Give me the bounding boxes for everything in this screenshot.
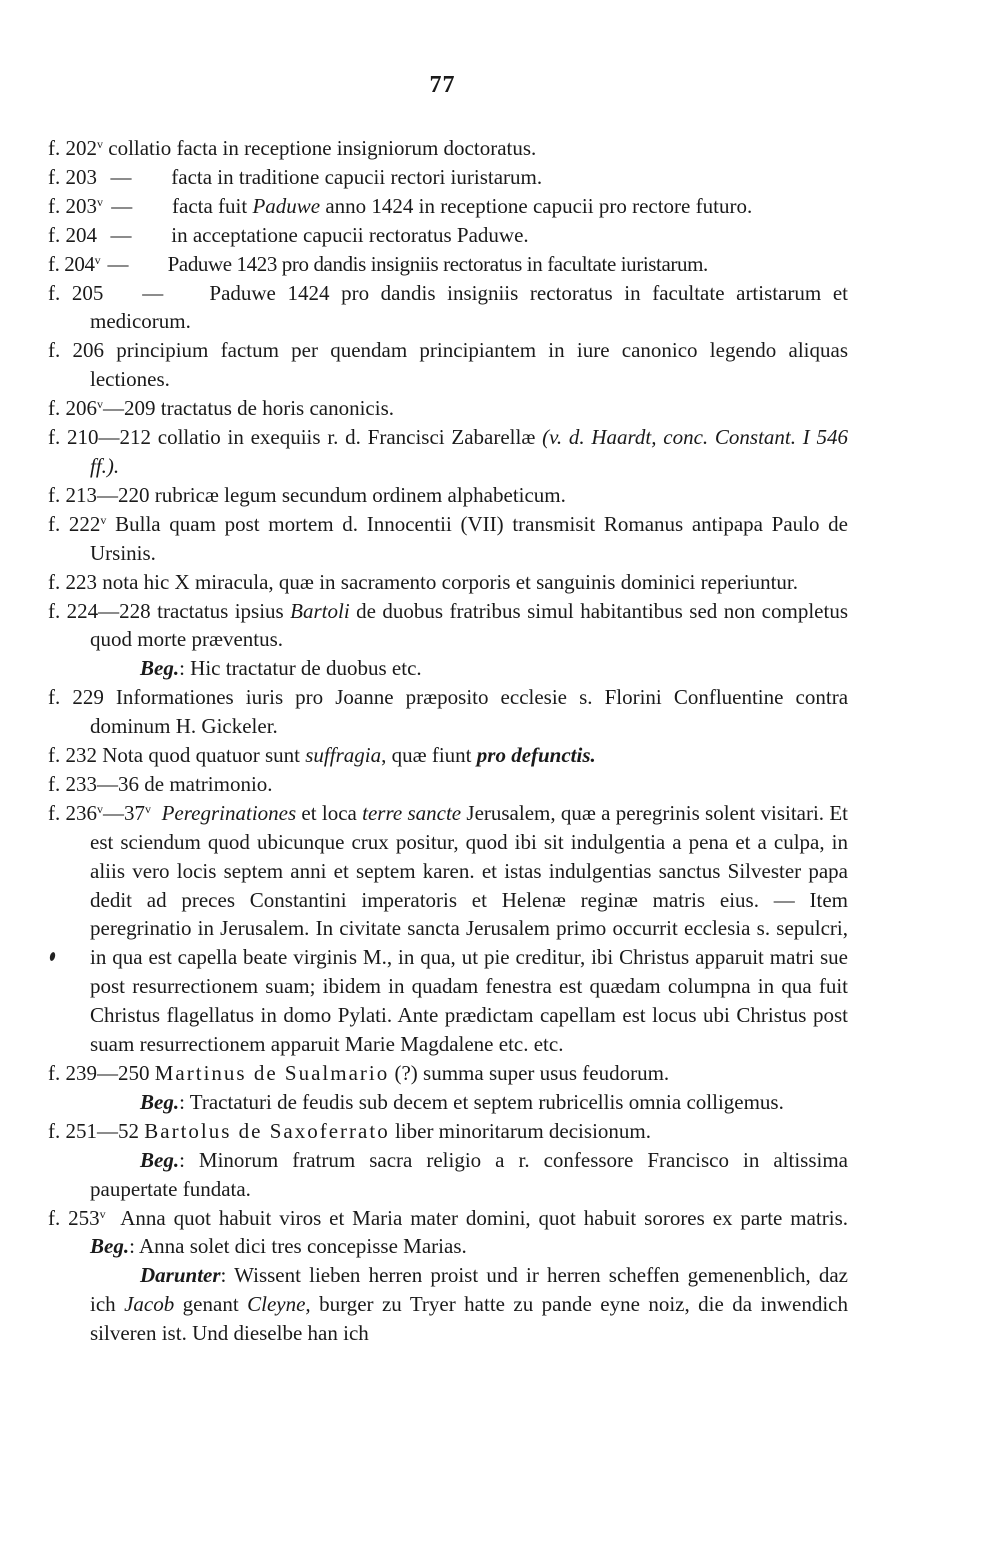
entry-text: Peregrinationes et loca terre sancte Jerusalem, quæ a peregrinis solent visitari. Et est sciendum quod ubicunque crux positur, quod ibi sit indulgentia a pena et a culpa, in aliis vero locis septem anni et septem karen. et istas indulgentias sanctus Silvester papa dedit ad preces Constantini imperatoris et Helenæ reginæ matris eius. — Item peregrinatio in Jerusalem. In civitate sancta Jerusalem primo occurrit ecclesia s. sepulcri, in qua est capella beate virginis M., in qua, ut pie creditur, ibi Christus apparuit matri sue post resurrectionem suam; ibidem in quadam fenestra est quædam columpna in qua fuit Christus flagellatus in domo Pylati. Ante prædictam capellam est locus ubi Christus post suam resurrectionem apparuit Marie Magdalene etc. etc.	[90, 800, 849, 1057]
page-number: 77	[429, 72, 456, 98]
entry-text: tractatus ipsius Bartoli de duobus fratribus simul habitantibus sed non completus quod morte præventus.	[90, 598, 848, 652]
beg-label: Beg.	[140, 1147, 180, 1172]
beg-label: Beg.	[140, 656, 180, 681]
folio-ref: f. 202$^v$	[48, 136, 103, 160]
ditto-dash: —	[107, 251, 129, 276]
catalogue-entry	[48, 221, 848, 250]
catalogue-entry	[48, 481, 848, 510]
ditto-dash: —	[110, 222, 132, 247]
folio-ref: f. 232	[48, 743, 97, 768]
beg-label: Beg.	[90, 1234, 130, 1259]
author-name: Bartolus de Saxoferrato	[144, 1118, 390, 1143]
folio-ref: f. 203	[48, 164, 97, 189]
beg-label: Beg.	[140, 1089, 180, 1114]
catalogue-entry	[48, 250, 848, 279]
entry-text: Bulla quam post mortem d. Innocentii (VII) transmisit Romanus antipapa Paulo de Ursinis.	[90, 511, 848, 565]
catalogue-entry	[48, 134, 848, 163]
entry-text: Anna quot habuit viros et Maria mater domini, quot habuit sorores ex parte matris. Beg.: Anna solet dici tres concepisse Marias.	[90, 1205, 849, 1259]
folio-ref: f. 213—220	[48, 482, 150, 507]
catalogue-entry	[48, 510, 848, 568]
catalogue-entry	[48, 683, 848, 741]
entry-text: Informationes iuris pro Joanne præposito ecclesie s. Florini Confluentine contra dominum H. Gickeler.	[90, 685, 849, 739]
entry-text: rubricæ legum secundum ordinem alphabeticum.	[154, 482, 566, 507]
catalogue-entry	[48, 741, 848, 770]
catalogue-entry	[48, 1059, 848, 1088]
folio-ref: f. 203$^v$	[48, 193, 103, 218]
incipit: Beg.: Hic tractatur de duobus etc.	[140, 656, 422, 681]
ditto-dash: —	[110, 164, 132, 189]
entry-text: Martinus de Sualmario (?) summa super usus feudorum.	[154, 1061, 670, 1085]
catalogue-entry	[48, 279, 848, 337]
entry-text: facta fuit Paduwe anno 1424 in receptione capucii pro rectore futuro.	[172, 193, 753, 218]
entry-text: principium factum per quendam principiantem in iure canonico legendo aliquas lectiones.	[90, 338, 848, 392]
folio-ref: f. 236$^v$—37$^v$	[48, 800, 152, 825]
ditto-dash: —	[142, 280, 164, 305]
catalogue-entry	[48, 192, 848, 221]
entry-text: Paduwe 1424 pro dandis insigniis rectoratus in facultate artistarum et medicorum.	[90, 280, 849, 334]
catalogue-entry	[48, 1204, 848, 1262]
darunter-note: Darunter: Wissent lieben herren proist und ir herren scheffen gemenenblich, daz ich Jacob genant Cleyne, burger zu Tryer hatte zu pande eyne noiz, die da inwendich silveren ist. Und dieselbe han ich	[90, 1263, 848, 1346]
catalogue-entry	[48, 394, 848, 423]
catalogue-entry	[48, 1117, 848, 1146]
folio-ref: f. 204	[48, 222, 97, 247]
folio-ref: f. 253$^v$	[48, 1205, 106, 1230]
entry-text: facta in traditione capucii rectori iuristarum.	[171, 164, 543, 189]
darunter-label: Darunter	[140, 1263, 221, 1288]
catalogue-entry	[48, 799, 848, 1059]
folio-ref: f. 224—228	[48, 598, 151, 623]
folio-ref: f. 251—52	[48, 1118, 139, 1143]
catalogue-entry	[48, 163, 848, 192]
catalogue-entry	[48, 336, 848, 394]
folio-ref: f. 210—212	[48, 425, 151, 450]
folio-ref: f. 204$^v$	[48, 251, 101, 276]
entry-text: de matrimonio.	[144, 771, 273, 796]
entry-text: Bartolus de Saxoferrato liber minoritarum decisionum.	[144, 1118, 651, 1143]
folio-ref: f. 229	[48, 685, 104, 710]
ditto-dash: —	[111, 193, 133, 218]
entry-text: collatio in exequiis r. d. Francisci Zabarellæ (v. d. Haardt, conc. Constant. I 546 ff.).	[90, 425, 849, 478]
folio-ref: f. 222$^v$	[48, 511, 107, 536]
entry-text: nota hic X miracula, quæ in sacramento corporis et sanguinis dominici reperiuntur.	[102, 569, 798, 594]
folio-ref: f. 206	[48, 338, 104, 363]
catalogue-entry	[48, 423, 848, 481]
folio-ref: f. 205	[48, 280, 104, 305]
catalogue-entry	[48, 770, 848, 799]
folio-ref: f. 233—36	[48, 771, 139, 796]
entry-text: Nota quod quatuor sunt suffragia, quæ fiunt pro defunctis.	[102, 743, 596, 768]
entry-text: collatio facta in receptione insigniorum doctoratus.	[108, 136, 537, 160]
folio-ref: f. 239—250	[48, 1061, 150, 1085]
incipit: Beg.: Tractaturi de feudis sub decem et septem rubricellis omnia colligemus.	[140, 1089, 784, 1114]
entry-text: Paduwe 1423 pro dandis insigniis rectoratus in facultate iuristarum.	[167, 251, 708, 276]
folio-ref: f. 223	[48, 569, 97, 594]
citation: (v. d. Haardt, conc. Constant. I 546 ff.).	[90, 425, 849, 478]
catalogue-entry	[48, 568, 848, 597]
entry-text: tractatus de horis canonicis.	[160, 396, 395, 421]
catalogue-entry	[48, 597, 848, 655]
incipit: Beg.: Minorum fratrum sacra religio a r. confessore Francisco in altissima paupertate fundata.	[90, 1147, 848, 1201]
manuscript-catalogue	[48, 134, 848, 1348]
author-name: Martinus de Sualmario	[154, 1061, 390, 1085]
folio-ref: f. 206$^v$—209	[48, 396, 156, 421]
entry-text: in acceptatione capucii rectoratus Paduwe.	[171, 222, 529, 247]
